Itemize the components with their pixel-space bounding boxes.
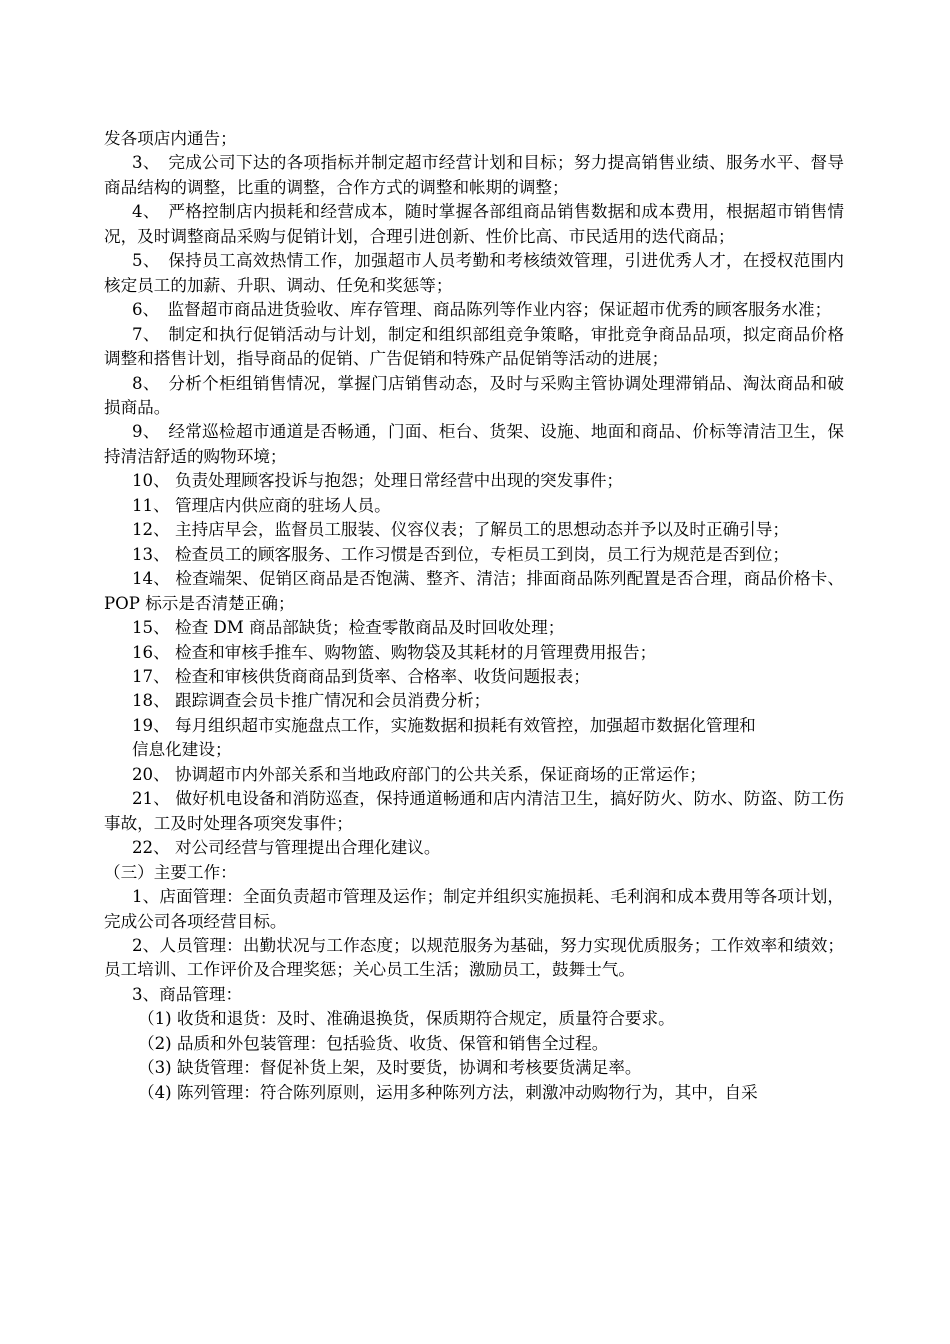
paragraph-0: 发各项店内通告； — [104, 129, 237, 148]
paragraph-5: 5、 保持员工高效热情工作，加强超市人员考勤和考核绩效管理，引进优秀人才，在授权范围内核定员工的加薪、升职、调动、任免和奖惩等； — [104, 251, 844, 295]
section-heading: （三）主要工作： — [104, 862, 237, 882]
paragraph-19-line-2: 信息化建设； — [132, 740, 232, 760]
paragraph-20: 20、 协调超市内外部关系和当地政府部门的公共关系，保证商场的正常运作； — [132, 764, 706, 784]
paragraph-22: 22、 对公司经营与管理提出合理化建议。 — [132, 838, 441, 858]
paragraph-12: 12、 主持店早会，监督员工服装、仪容仪表；了解员工的思想动态并予以及时正确引导； — [132, 520, 789, 540]
paragraph-19-line-1: 19、 每月组织超市实施盘点工作，实施数据和损耗有效管控，加强超市数据化管理和 — [132, 715, 756, 735]
paragraph-4: 4、 严格控制店内损耗和经营成本，随时掌握各部组商品销售数据和成本费用，根据超市销售情况，及时调整商品采购与促销计划，合理引进创新、性价比高、市民适用的迭代商品； — [104, 202, 844, 246]
paragraph-7: 7、 制定和执行促销活动与计划，制定和组织部组竞争策略，审批竞争商品品项，拟定商品价格调整和搭售计划，指导商品的促销、广告促销和特殊产品促销等活动的进展； — [104, 324, 844, 369]
sub-item-4: （4) 陈列管理：符合陈列原则，运用多种陈列方法，刺激冲动购物行为，其中，自采 — [138, 1082, 758, 1102]
sub-item-2: （2) 品质和外包装管理：包括验货、收货、保管和销售全过程。 — [138, 1033, 609, 1053]
paragraph-11: 11、 管理店内供应商的驻场人员。 — [132, 495, 391, 515]
work-item-3: 3、商品管理： — [132, 984, 243, 1004]
paragraph-9: 9、 经常巡检超市通道是否畅通，门面、柜台、货架、设施、地面和商品、价标等清洁卫生，保持清洁舒适的购物环境； — [104, 422, 844, 466]
paragraph-14: 14、 检查端架、促销区商品是否饱满、整齐、清洁；排面商品陈列配置是否合理，商品价格卡、POP 标示是否清楚正确； — [104, 569, 844, 613]
sub-item-3: （3) 缺货管理：督促补货上架，及时要货，协调和考核要货满足率。 — [138, 1058, 642, 1078]
paragraph-3: 3、 完成公司下达的各项指标并制定超市经营计划和目标；努力提高销售业绩、服务水平、督导商品结构的调整，比重的调整，合作方式的调整和帐期的调整； — [104, 153, 844, 197]
paragraph-15: 15、 检查 DM 商品部缺货；检查零散商品及时回收处理； — [132, 618, 565, 638]
work-item-2: 2、人员管理：出勤状况与工作态度；以规范服务为基础，努力实现优质服务；工作效率和绩效；员工培训、工作评价及合理奖惩；关心员工生活；激励员工，鼓舞士气。 — [104, 935, 844, 980]
paragraph-6: 6、 监督超市商品进货验收、库存管理、商品陈列等作业内容；保证超市优秀的顾客服务水准； — [132, 300, 832, 320]
work-item-1: 1、店面管理：全面负责超市管理及运作；制定并组织实施损耗、毛利润和成本费用等各项计划，完成公司各项经营目标。 — [104, 887, 844, 931]
sub-item-1: （1) 收货和退货：及时、准确退换货，保质期符合规定，质量符合要求。 — [138, 1009, 675, 1029]
paragraph-8: 8、 分析个柜组销售情况，掌握门店销售动态，及时与采购主管协调处理滞销品、淘汰商品和破损商品。 — [104, 373, 844, 417]
paragraph-18: 18、 跟踪调查会员卡推广情况和会员消费分析； — [132, 691, 491, 711]
paragraph-13: 13、 检查员工的顾客服务、工作习惯是否到位，专柜员工到岗，员工行为规范是否到位； — [132, 544, 789, 564]
paragraph-10: 10、 负责处理顾客投诉与抱怨；处理日常经营中出现的突发事件； — [132, 471, 624, 491]
paragraph-21: 21、 做好机电设备和消防巡查，保持通道畅通和店内清洁卫生，搞好防火、防水、防盗、防工伤事故，工及时处理各项突发事件； — [104, 789, 844, 833]
document-body — [104, 127, 844, 1105]
paragraph-17: 17、 检查和审核供货商商品到货率、合格率、收货问题报表； — [132, 666, 590, 686]
paragraph-16: 16、 检查和审核手推车、购物篮、购物袋及其耗材的月管理费用报告； — [132, 642, 657, 662]
